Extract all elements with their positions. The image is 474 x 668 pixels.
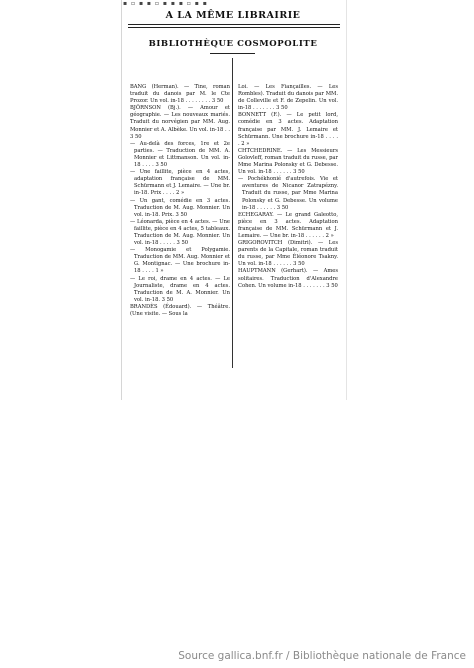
catalog-entry: BANG (Herman). — Tine, roman traduit du danois par M. le Cte Prozor. Un vol. in-18 . . . . . . . . 3 50 [130,84,230,105]
catalog-entry: — Léonarda, pièce en 4 actes. — Une faillite, pièce en 4 actes, 5 tableaux. Traduction de M. Aug. Monnier. Un vol. in-18 . . . . . 3 50 [130,218,230,247]
collection-title: BIBLIOTHÈQUE COSMOPOLITE [148,39,318,49]
header-rule-top [128,24,340,25]
column-divider [232,58,233,368]
catalog-entry: — Au-delà des forces, 1re et 2e parties. — Traduction de MM. A. Monnier et Littmanson. Un vol. in-18 . . . . 3 50 [130,140,230,169]
catalog-entry: Loi. — Les Fiançailles. — Les Rombles). Traduit du danois par MM. de Colleville et F. de Zepelin. Un vol. in-18 . . . . . . . 3 50 [238,84,338,112]
catalog-entry: — Le roi, drame en 4 actes. — Le Journaliste, drame en 4 actes. Traduction de M. A. Monnier. Un vol. in-18. 3 50 [130,275,230,303]
catalog-entry: — Pochékhonié d'autrefois. Vie et aventures de Nicanor Zatrapézny. Traduit du russe, par Mme Marina Polonsky et G. Debesse. Un volume in-18 . . . . . . 3 50 [238,176,338,211]
catalog-entry: HAUPTMANN (Gerhart). — Ames solitaires. Traduction d'Alexandre Cohen. Un volume in-18 . . . . . . . 3 50 [238,268,338,289]
running-title: A LA MÊME LIBRAIRIE [165,10,301,21]
right-column [238,84,338,290]
catalog-entry: BRANDÈS (Édouard). — Théâtre. (Une visite. — Sous la [130,303,230,317]
catalog-entry: — Une faillite, pièce en 4 actes, adaptation française de MM. Schürmann et J. Lemaire. — Une br. in-18. Prix . . . . 2 » [130,169,230,197]
catalog-entry: — Monogamie et Polygamie. Traduction de MM. Aug. Monnier et G. Montignac. — Une brochure in-18 . . . . 1 » [130,247,230,275]
catalog-entry: CHTCHEDRINE. — Les Messieurs Golovleff, roman traduit du russe, par Mme Marina Polonsky et G. Debesse. Un vol. in-18 . . . . . . 3 50 [238,147,338,176]
title-underline [210,53,255,54]
catalog-entry: GRIGOROVITCH (Dimitri). — Les parents de la Capitale, roman traduit du russe, par Mme Éléonore Tsakny. Un vol. in-18 . . . . . . 3 50 [238,240,338,268]
catalog-entry: BJÖRNSON (Bj.). — Amour et géographie. — Les nouveaux mariés. Traduit du norvégien par MM. Aug. Monnier et A. Albèke. Un vol. in-18 . . 3 50 [130,105,230,140]
catalog-entry: — Un gant, comédie en 3 actes. Traduction de M. Aug. Monnier. Un vol. in-18. Prix. 3 50 [130,197,230,218]
header-rule-bottom [128,27,340,28]
catalog-entry: ECHEGARAY. — Le grand Galeotto, pièce en 3 actes. Adaptation française de MM. Schürmann et J. Lemaire. — Une br. in-18 . . . . . . 2 » [238,211,338,239]
left-column [130,84,230,318]
catalog-entry: BONNETT (F.). — Le petit lord, comédie en 3 actes. Adaptation française par MM. J. Lemaire et Schürmann. Une brochure in-18 . . . . . 2 » [238,112,338,147]
source-credit: Source gallica.bnf.fr / Bibliothèque nationale de France [178,650,466,662]
torn-top-margin: ▪ ▫ ▪ ▪ ▫ ▪ ▪ ▪ ▫ ▪ ▪ [123,0,208,7]
